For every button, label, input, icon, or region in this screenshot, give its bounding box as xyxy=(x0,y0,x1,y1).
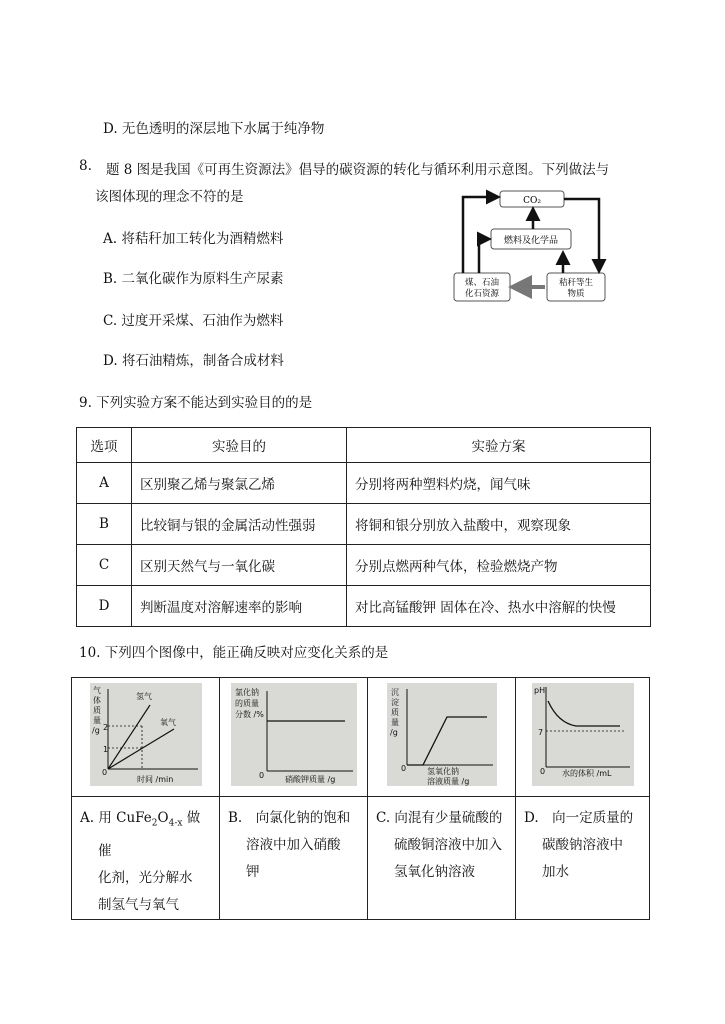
row-option: A xyxy=(77,463,132,504)
svg-text:0: 0 xyxy=(258,771,264,780)
table-row xyxy=(77,545,651,586)
svg-text:水的体积 /mL: 水的体积 /mL xyxy=(561,769,611,778)
option-d-text: D. 向一定质量的 碳酸钠溶液中 加水 xyxy=(516,797,650,920)
svg-text:pH: pH xyxy=(533,686,545,695)
table-header-row xyxy=(77,428,651,463)
row-purpose: 区别天然气与一氧化碳 xyxy=(132,545,347,586)
option-c-text: C. 向混有少量硫酸的 硫酸铜溶液中加入 氢氧化钠溶液 xyxy=(368,797,516,920)
row-option: C xyxy=(77,545,132,586)
q8-stem-line2: 该图体现的理念不符的是 xyxy=(95,189,244,205)
row-purpose: 区别聚乙烯与聚氯乙烯 xyxy=(132,463,347,504)
q10-table xyxy=(71,677,650,920)
svg-text:分数 /%: 分数 /% xyxy=(234,710,264,719)
table-row xyxy=(77,504,651,545)
svg-text:体: 体 xyxy=(92,696,101,705)
row-option: D xyxy=(77,586,132,627)
row-plan: 将铜和银分别放入盐酸中，观察现象 xyxy=(347,504,651,545)
row-plan: 分别将两种塑料灼烧，闻气味 xyxy=(347,463,651,504)
header-plan: 实验方案 xyxy=(347,428,651,463)
q9-stem: 9. 下列实验方案不能达到实验目的的是 xyxy=(79,395,313,411)
q9-table xyxy=(76,427,651,627)
svg-text:氢氧化钠: 氢氧化钠 xyxy=(426,767,459,776)
q8-option-d: D. 将石油精炼，制备合成材料 xyxy=(103,353,284,369)
q8-stem-line1: 题 8 图是我国《可再生资源法》倡导的碳资源的转化与循环利用示意图。下列做法与 xyxy=(106,162,610,178)
svg-text:气: 气 xyxy=(92,686,101,695)
row-purpose: 比较铜与银的金属活动性强弱 xyxy=(132,504,347,545)
svg-text:溶液质量 /g: 溶液质量 /g xyxy=(426,777,469,786)
svg-text:沉: 沉 xyxy=(390,688,399,697)
svg-text:1: 1 xyxy=(102,745,108,754)
svg-text:/g: /g xyxy=(389,728,398,737)
row-purpose: 判断温度对溶解速率的影响 xyxy=(132,586,347,627)
option-b-text: B. 向氯化钠的饱和 溶液中加入硝酸 钾 xyxy=(220,797,368,920)
svg-text:量: 量 xyxy=(390,718,399,727)
svg-text:的质量: 的质量 xyxy=(234,699,259,708)
svg-text:质: 质 xyxy=(390,708,399,717)
svg-text:/g: /g xyxy=(91,726,100,735)
q7-option-d: D. 无色透明的深层地下水属于纯净物 xyxy=(103,121,325,137)
carbon-cycle-diagram xyxy=(453,189,608,304)
svg-text:量: 量 xyxy=(92,716,101,725)
svg-text:氧气: 氧气 xyxy=(159,718,176,727)
table-row xyxy=(77,463,651,504)
table-row xyxy=(77,586,651,627)
graph-c-cell xyxy=(368,678,516,797)
fossil-label-2: 化石资源 xyxy=(464,289,500,299)
header-purpose: 实验目的 xyxy=(132,428,347,463)
svg-text:2: 2 xyxy=(102,723,108,732)
option-a-text: A. 用 $CuFe_2O_{4-x}$ 做催 化剂，光分解水 制氢气与氧气 xyxy=(72,797,220,920)
row-plan: 对比高锰酸钾 固体在冷、热水中溶解的快慢 xyxy=(347,586,651,627)
svg-text:淀: 淀 xyxy=(390,698,399,707)
biomass-label-1: 秸秆等生 xyxy=(558,278,594,288)
svg-text:氯化钠: 氯化钠 xyxy=(234,688,259,697)
graph-b xyxy=(231,683,357,786)
q10-stem: 10. 下列四个图像中，能正确反映对应变化关系的是 xyxy=(79,645,389,661)
graph-b-cell xyxy=(220,678,368,797)
fossil-label-1: 煤、石油 xyxy=(464,278,500,288)
q8-option-a: A. 将秸秆加工转化为酒精燃料 xyxy=(103,231,284,247)
svg-text:0: 0 xyxy=(400,764,406,773)
graph-c xyxy=(387,683,497,786)
q8-option-b: B. 二氧化碳作为原料生产尿素 xyxy=(103,271,284,287)
svg-text:0: 0 xyxy=(101,768,107,777)
svg-text:氢气: 氢气 xyxy=(135,692,152,701)
graph-a-cell xyxy=(72,678,220,797)
row-plan: 分别点燃两种气体，检验燃烧产物 xyxy=(347,545,651,586)
row-option: B xyxy=(77,504,132,545)
fuel-label: 燃料及化学品 xyxy=(503,236,559,246)
header-option: 选项 xyxy=(77,428,132,463)
graph-d-cell xyxy=(516,678,650,797)
biomass-label-2: 物质 xyxy=(567,289,585,299)
svg-text:时间 /min: 时间 /min xyxy=(136,775,173,784)
co2-label: CO₂ xyxy=(523,196,541,206)
svg-text:0: 0 xyxy=(539,767,545,776)
svg-text:7: 7 xyxy=(537,728,543,737)
svg-text:硝酸钾质量 /g: 硝酸钾质量 /g xyxy=(284,775,335,784)
q8-option-c: C. 过度开采煤、石油作为燃料 xyxy=(103,313,284,329)
q8-number: 8. xyxy=(79,158,92,174)
graph-a xyxy=(90,683,202,786)
graph-d xyxy=(532,683,634,786)
svg-text:质: 质 xyxy=(92,706,101,715)
